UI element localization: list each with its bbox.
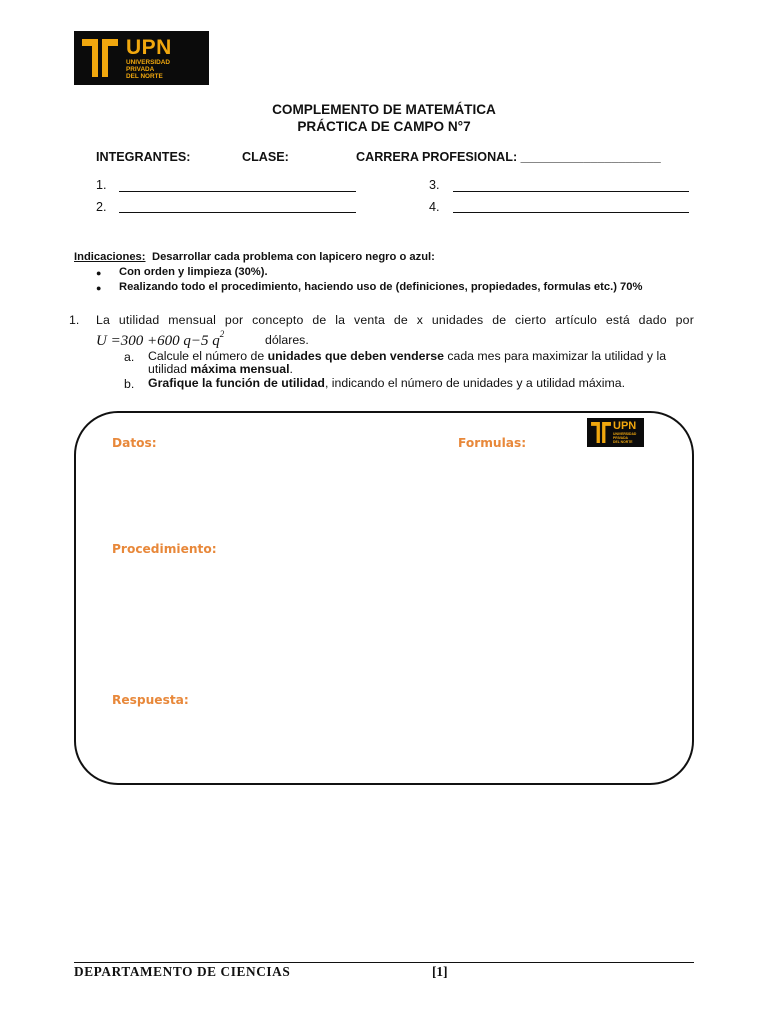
item-a-text: Calcule el número de unidades que deben venderse cada mes para maximizar la utilidad y la utilidad máxima mensual. bbox=[148, 349, 667, 376]
formula-unit: dólares. bbox=[265, 333, 309, 347]
item-b-letter: b. bbox=[124, 377, 135, 391]
indicacion-bullet-2: Realizando todo el procedimiento, haciendo uso de (definiciones, propiedades, formulas etc.) 70% bbox=[119, 281, 643, 293]
bullet-icon: ● bbox=[96, 268, 102, 278]
member-3-line[interactable] bbox=[453, 191, 689, 192]
member-2-line[interactable] bbox=[119, 212, 356, 213]
respuesta-label: Respuesta: bbox=[112, 693, 189, 707]
document-title: COMPLEMENTO DE MATEMÁTICA bbox=[272, 102, 496, 117]
utility-formula: U =300 +600 q−5 $q^2$ bbox=[96, 329, 225, 349]
formulas-label: Formulas: bbox=[458, 436, 527, 450]
upn-logo-mark-icon bbox=[591, 422, 611, 443]
member-1-number: 1. bbox=[96, 178, 107, 192]
member-4-line[interactable] bbox=[453, 212, 689, 213]
clase-label: CLASE: bbox=[242, 150, 289, 164]
member-1-line[interactable] bbox=[119, 191, 356, 192]
logo-brand: UPN bbox=[126, 36, 172, 59]
document-subtitle: PRÁCTICA DE CAMPO N°7 bbox=[297, 119, 471, 134]
upn-logo bbox=[74, 31, 209, 85]
datos-label: Datos: bbox=[112, 436, 157, 450]
member-3-number: 3. bbox=[429, 178, 440, 192]
upn-logo-mark-icon bbox=[82, 39, 118, 77]
indicaciones-label: Indicaciones: bbox=[74, 251, 146, 263]
box-logo-brand: UPN bbox=[613, 420, 637, 432]
footer-department: DEPARTAMENTO DE CIENCIAS bbox=[74, 964, 291, 979]
box-upn-logo bbox=[587, 418, 644, 447]
problem-statement: La utilidad mensual por concepto de la venta de x unidades de cierto artículo está dado por bbox=[96, 313, 694, 327]
procedimiento-label: Procedimiento: bbox=[112, 542, 217, 556]
item-a-letter: a. bbox=[124, 350, 135, 364]
answer-box[interactable] bbox=[74, 411, 694, 785]
footer-page-number: [1] bbox=[432, 964, 448, 979]
member-2-number: 2. bbox=[96, 200, 107, 214]
indicaciones-text: Desarrollar cada problema con lapicero negro o azul: bbox=[152, 251, 435, 263]
footer-divider bbox=[74, 962, 694, 963]
member-4-number: 4. bbox=[429, 200, 440, 214]
indicacion-bullet-1: Con orden y limpieza (30%). bbox=[119, 266, 268, 278]
logo-subtitle: UNIVERSIDAD PRIVADA DEL NORTE bbox=[126, 59, 171, 80]
item-b-text: Grafique la función de utilidad, indicando el número de unidades y a utilidad máxima. bbox=[148, 376, 626, 390]
carrera-label: CARRERA PROFESIONAL: ____________________ bbox=[356, 150, 661, 164]
integrantes-label: INTEGRANTES: bbox=[96, 150, 191, 164]
bullet-icon: ● bbox=[96, 283, 102, 293]
box-logo-subtitle: UNIVERSIDAD PRIVADA DEL NORTE bbox=[613, 432, 637, 444]
problem-number: 1. bbox=[69, 313, 80, 327]
